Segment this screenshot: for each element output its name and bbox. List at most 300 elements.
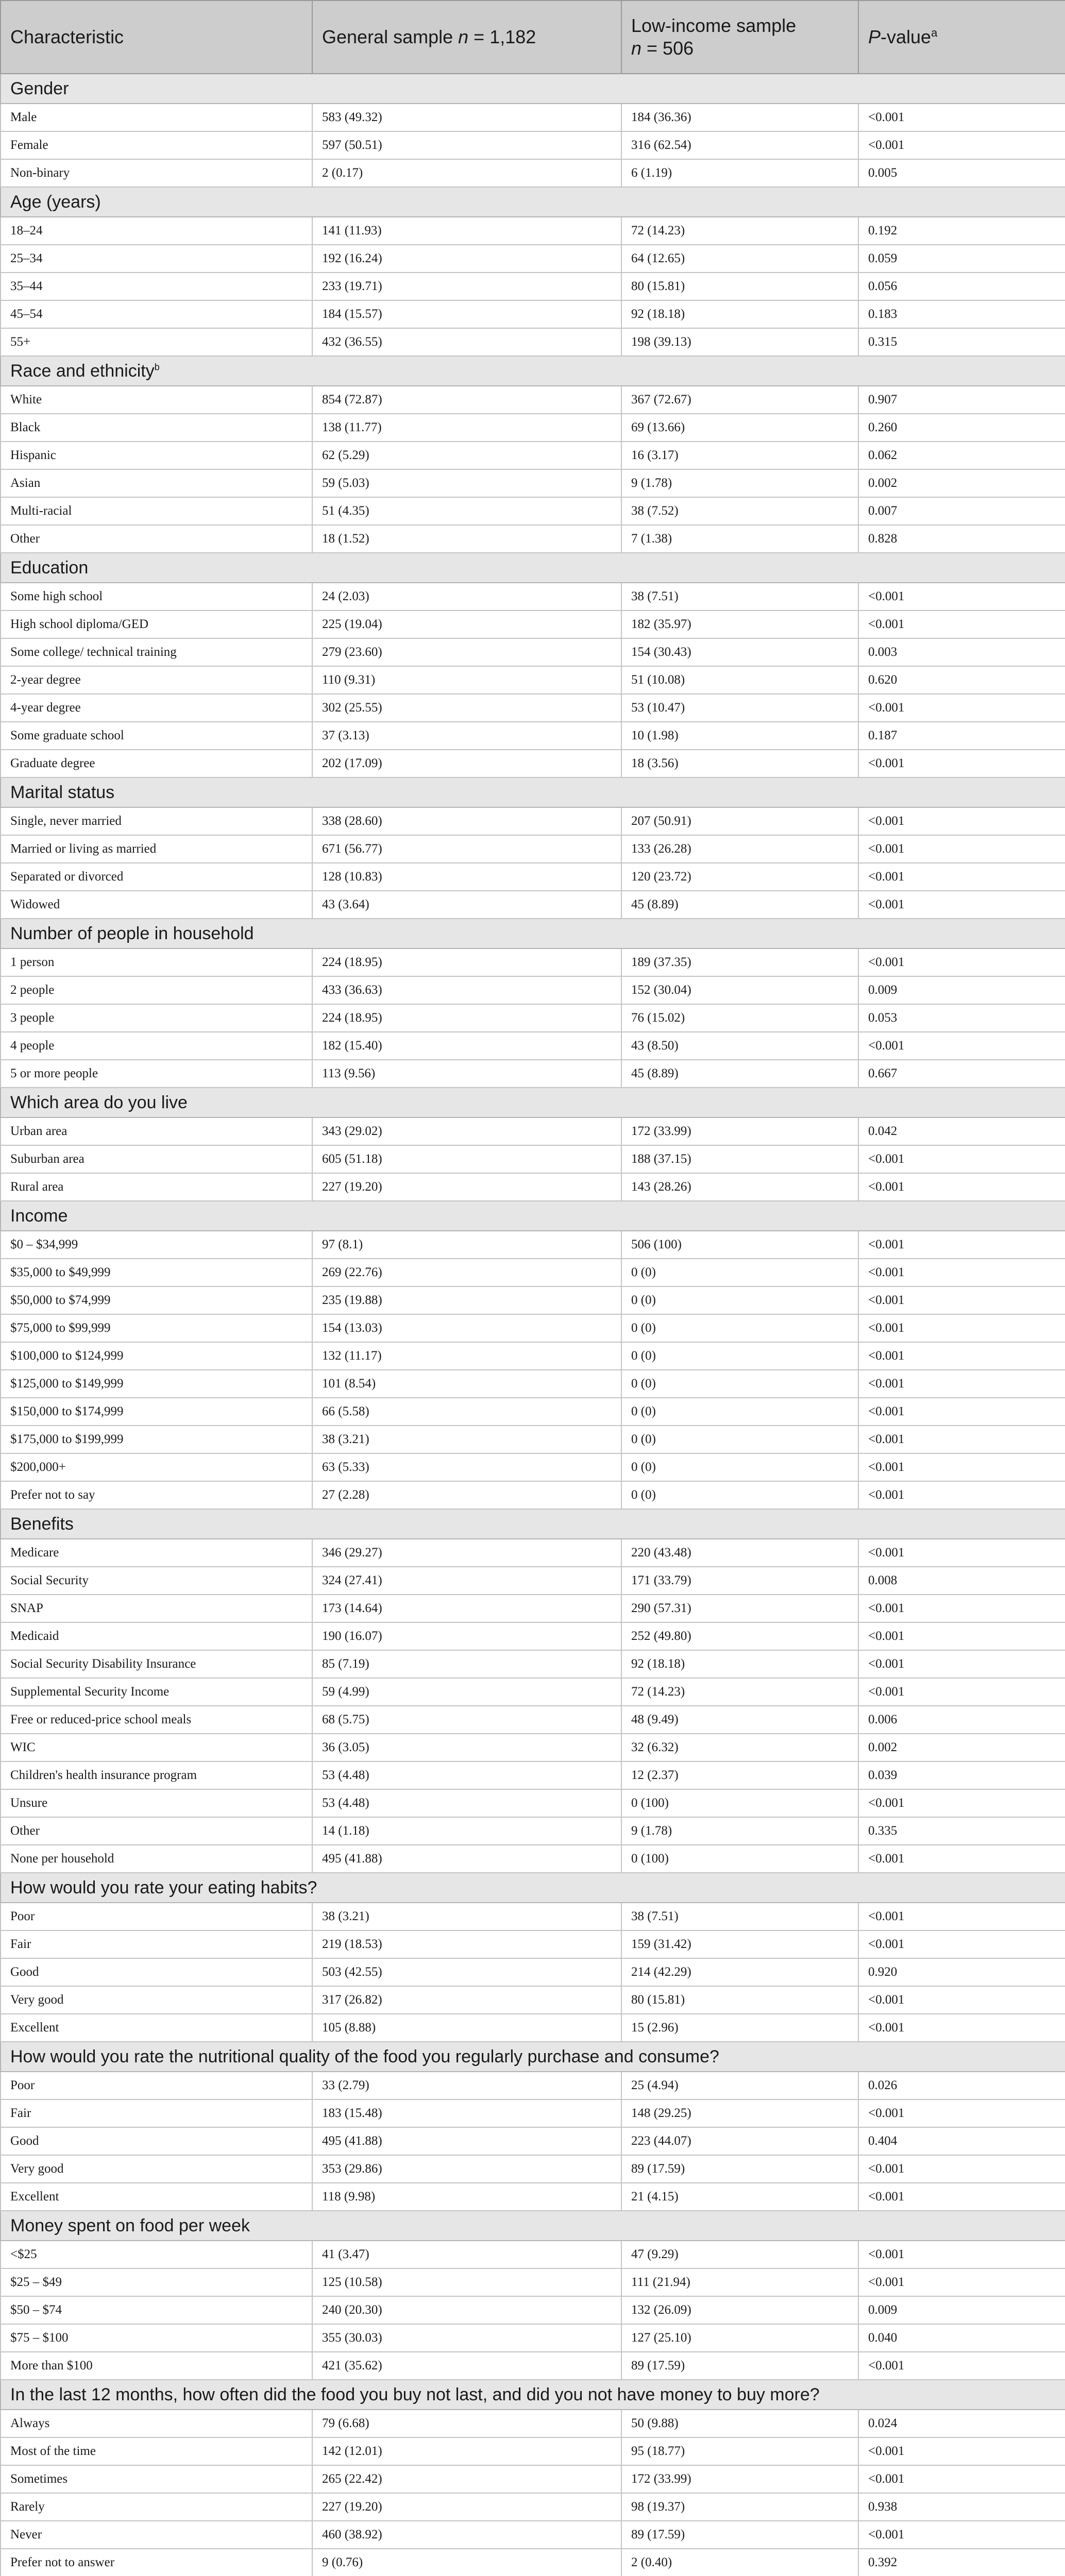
lowincome-sample-cell: 45 (8.89)	[621, 1060, 858, 1088]
row-label-cell: Other	[1, 525, 312, 553]
pvalue-cell: 0.828	[858, 525, 1065, 553]
general-sample-cell: 14 (1.18)	[312, 1817, 621, 1845]
row-label-cell: $50,000 to $74,999	[1, 1286, 312, 1314]
lowincome-sample-cell: 72 (14.23)	[621, 217, 858, 245]
lowincome-sample-cell: 0 (0)	[621, 1286, 858, 1314]
pvalue-cell: <0.001	[858, 1231, 1065, 1259]
row-label-cell: 55+	[1, 328, 312, 356]
general-sample-cell: 227 (19.20)	[312, 1173, 621, 1201]
row-label-cell: Unsure	[1, 1789, 312, 1817]
general-sample-cell: 113 (9.56)	[312, 1060, 621, 1088]
pvalue-cell: 0.667	[858, 1060, 1065, 1088]
row-label-cell: Separated or divorced	[1, 863, 312, 891]
row-label-cell: Fair	[1, 1930, 312, 1958]
lowincome-sample-cell: 506 (100)	[621, 1231, 858, 1259]
pvalue-cell: <0.001	[858, 2241, 1065, 2268]
section-title-text: Gender	[10, 78, 69, 98]
row-label-cell: 1 person	[1, 948, 312, 976]
general-sample-cell: 101 (8.54)	[312, 1370, 621, 1398]
row-label-cell: Supplemental Security Income	[1, 1678, 312, 1706]
header-characteristic-label: Characteristic	[10, 26, 124, 47]
general-sample-cell: 219 (18.53)	[312, 1930, 621, 1958]
general-sample-cell: 105 (8.88)	[312, 2014, 621, 2042]
lowincome-sample-cell: 18 (3.56)	[621, 750, 858, 777]
general-sample-cell: 671 (56.77)	[312, 835, 621, 863]
general-sample-cell: 36 (3.05)	[312, 1734, 621, 1761]
section-title-text: Number of people in household	[10, 923, 254, 943]
header-pvalue	[858, 1, 1065, 74]
pvalue-cell: 0.007	[858, 497, 1065, 525]
pvalue-cell: <0.001	[858, 1930, 1065, 1958]
general-sample-cell: 128 (10.83)	[312, 863, 621, 891]
general-sample-cell: 265 (22.42)	[312, 2465, 621, 2493]
row-label-cell: $100,000 to $124,999	[1, 1342, 312, 1370]
table-row	[1, 2099, 1065, 2127]
table-row	[1, 835, 1065, 863]
table-row	[1, 525, 1065, 553]
table-row	[1, 273, 1065, 300]
lowincome-sample-cell: 223 (44.07)	[621, 2127, 858, 2155]
pvalue-cell: <0.001	[858, 2465, 1065, 2493]
row-label-cell: Some graduate school	[1, 722, 312, 750]
lowincome-sample-cell: 182 (35.97)	[621, 611, 858, 638]
header-pvalue-p: P	[868, 26, 881, 47]
section-title-text: Income	[10, 1206, 68, 1226]
row-label-cell: Hispanic	[1, 442, 312, 469]
general-sample-cell: 53 (4.48)	[312, 1789, 621, 1817]
general-sample-cell: 432 (36.55)	[312, 328, 621, 356]
table-row	[1, 694, 1065, 722]
lowincome-sample-cell: 15 (2.96)	[621, 2014, 858, 2042]
lowincome-sample-cell: 111 (21.94)	[621, 2268, 858, 2296]
general-sample-cell: 66 (5.58)	[312, 1398, 621, 1426]
general-sample-cell: 279 (23.60)	[312, 638, 621, 666]
pvalue-cell: <0.001	[858, 2521, 1065, 2549]
table-row	[1, 948, 1065, 976]
table-row	[1, 131, 1065, 159]
table-row	[1, 1958, 1065, 1986]
pvalue-cell: <0.001	[858, 2352, 1065, 2380]
general-sample-cell: 182 (15.40)	[312, 1032, 621, 1060]
table-row	[1, 2465, 1065, 2493]
general-sample-cell: 38 (3.21)	[312, 1903, 621, 1930]
header-pvalue-rest: -value	[881, 26, 932, 47]
pvalue-cell: 0.009	[858, 2296, 1065, 2324]
row-label-cell: Non-binary	[1, 159, 312, 187]
general-sample-cell: 240 (20.30)	[312, 2296, 621, 2324]
general-sample-cell: 9 (0.76)	[312, 2549, 621, 2576]
table-row	[1, 1286, 1065, 1314]
general-sample-cell: 27 (2.28)	[312, 1481, 621, 1509]
pvalue-cell: <0.001	[858, 2155, 1065, 2183]
general-sample-cell: 173 (14.64)	[312, 1595, 621, 1622]
general-sample-cell: 583 (49.32)	[312, 104, 621, 131]
pvalue-cell: <0.001	[858, 1678, 1065, 1706]
row-label-cell: Single, never married	[1, 807, 312, 835]
header-general-n: n	[458, 26, 469, 47]
row-label-cell: 45–54	[1, 300, 312, 328]
lowincome-sample-cell: 184 (36.36)	[621, 104, 858, 131]
lowincome-sample-cell: 92 (18.18)	[621, 300, 858, 328]
general-sample-cell: 59 (5.03)	[312, 469, 621, 497]
pvalue-cell: <0.001	[858, 1789, 1065, 1817]
pvalue-cell: 0.009	[858, 976, 1065, 1004]
general-sample-cell: 41 (3.47)	[312, 2241, 621, 2268]
lowincome-sample-cell: 252 (49.80)	[621, 1622, 858, 1650]
general-sample-cell: 79 (6.68)	[312, 2410, 621, 2437]
lowincome-sample-cell: 367 (72.67)	[621, 386, 858, 414]
general-sample-cell: 38 (3.21)	[312, 1426, 621, 1453]
general-sample-cell: 125 (10.58)	[312, 2268, 621, 2296]
table-row	[1, 638, 1065, 666]
row-label-cell: $0 – $34,999	[1, 1231, 312, 1259]
table-row	[1, 2241, 1065, 2268]
table-row	[1, 2352, 1065, 2380]
lowincome-sample-cell: 98 (19.37)	[621, 2493, 858, 2521]
lowincome-sample-cell: 2 (0.40)	[621, 2549, 858, 2576]
section-title-text: Benefits	[10, 1514, 74, 1534]
section-title	[1, 1509, 1065, 1539]
lowincome-sample-cell: 0 (0)	[621, 1259, 858, 1286]
pvalue-cell: 0.024	[858, 2410, 1065, 2437]
pvalue-cell: 0.056	[858, 273, 1065, 300]
lowincome-sample-cell: 25 (4.94)	[621, 2072, 858, 2099]
lowincome-sample-cell: 21 (4.15)	[621, 2183, 858, 2211]
table-row	[1, 1650, 1065, 1678]
lowincome-sample-cell: 188 (37.15)	[621, 1145, 858, 1173]
table-row	[1, 1117, 1065, 1145]
row-label-cell: <$25	[1, 2241, 312, 2268]
section-header-row	[1, 187, 1065, 217]
general-sample-cell: 37 (3.13)	[312, 722, 621, 750]
lowincome-sample-cell: 89 (17.59)	[621, 2521, 858, 2549]
row-label-cell: Social Security Disability Insurance	[1, 1650, 312, 1678]
row-label-cell: Always	[1, 2410, 312, 2437]
lowincome-sample-cell: 133 (26.28)	[621, 835, 858, 863]
lowincome-sample-cell: 220 (43.48)	[621, 1539, 858, 1567]
lowincome-sample-cell: 76 (15.02)	[621, 1004, 858, 1032]
pvalue-cell: <0.001	[858, 1370, 1065, 1398]
row-label-cell: Black	[1, 414, 312, 442]
section-title-text: Marital status	[10, 782, 115, 802]
row-label-cell: Free or reduced-price school meals	[1, 1706, 312, 1734]
table-row	[1, 807, 1065, 835]
lowincome-sample-cell: 214 (42.29)	[621, 1958, 858, 1986]
lowincome-sample-cell: 7 (1.38)	[621, 525, 858, 553]
pvalue-cell: <0.001	[858, 1314, 1065, 1342]
table-row	[1, 2014, 1065, 2042]
pvalue-cell: <0.001	[858, 1342, 1065, 1370]
section-title	[1, 74, 1065, 104]
lowincome-sample-cell: 132 (26.09)	[621, 2296, 858, 2324]
section-title	[1, 2380, 1065, 2410]
table-row	[1, 328, 1065, 356]
table-row	[1, 217, 1065, 245]
table-row	[1, 863, 1065, 891]
row-label-cell: SNAP	[1, 1595, 312, 1622]
table-row	[1, 1761, 1065, 1789]
pvalue-cell: 0.920	[858, 1958, 1065, 1986]
table-row	[1, 1259, 1065, 1286]
lowincome-sample-cell: 198 (39.13)	[621, 328, 858, 356]
row-label-cell: Graduate degree	[1, 750, 312, 777]
general-sample-cell: 43 (3.64)	[312, 891, 621, 919]
table-row	[1, 2268, 1065, 2296]
pvalue-cell: 0.042	[858, 1117, 1065, 1145]
table-row	[1, 1426, 1065, 1453]
general-sample-cell: 605 (51.18)	[312, 1145, 621, 1173]
pvalue-cell: 0.008	[858, 1567, 1065, 1595]
table-row	[1, 1734, 1065, 1761]
row-label-cell: Fair	[1, 2099, 312, 2127]
table-row	[1, 1398, 1065, 1426]
lowincome-sample-cell: 171 (33.79)	[621, 1567, 858, 1595]
general-sample-cell: 68 (5.75)	[312, 1706, 621, 1734]
pvalue-cell: 0.335	[858, 1817, 1065, 1845]
section-header-row	[1, 1088, 1065, 1117]
lowincome-sample-cell: 0 (0)	[621, 1314, 858, 1342]
pvalue-cell: 0.938	[858, 2493, 1065, 2521]
header-general-sample	[312, 1, 621, 74]
section-title	[1, 2211, 1065, 2241]
table-row	[1, 1903, 1065, 1930]
lowincome-sample-cell: 89 (17.59)	[621, 2352, 858, 2380]
lowincome-sample-cell: 45 (8.89)	[621, 891, 858, 919]
table-row	[1, 722, 1065, 750]
general-sample-cell: 110 (9.31)	[312, 666, 621, 694]
row-label-cell: Medicaid	[1, 1622, 312, 1650]
section-title-text: Race and ethnicity	[10, 361, 155, 381]
lowincome-sample-cell: 12 (2.37)	[621, 1761, 858, 1789]
table-row	[1, 2183, 1065, 2211]
pvalue-cell: 0.040	[858, 2324, 1065, 2352]
table-row	[1, 1370, 1065, 1398]
row-label-cell: Prefer not to say	[1, 1481, 312, 1509]
row-label-cell: Most of the time	[1, 2437, 312, 2465]
row-label-cell: Rarely	[1, 2493, 312, 2521]
lowincome-sample-cell: 38 (7.51)	[621, 583, 858, 611]
section-title	[1, 356, 1065, 386]
lowincome-sample-cell: 0 (0)	[621, 1398, 858, 1426]
pvalue-cell: <0.001	[858, 131, 1065, 159]
pvalue-cell: 0.003	[858, 638, 1065, 666]
row-label-cell: Poor	[1, 2072, 312, 2099]
table-body	[1, 74, 1065, 2576]
table-row	[1, 2324, 1065, 2352]
row-label-cell: Asian	[1, 469, 312, 497]
general-sample-cell: 433 (36.63)	[312, 976, 621, 1004]
table-row	[1, 386, 1065, 414]
pvalue-cell: 0.002	[858, 469, 1065, 497]
table-row	[1, 2296, 1065, 2324]
table-row	[1, 976, 1065, 1004]
lowincome-sample-cell: 154 (30.43)	[621, 638, 858, 666]
row-label-cell: $35,000 to $49,999	[1, 1259, 312, 1286]
pvalue-cell: <0.001	[858, 1622, 1065, 1650]
lowincome-sample-cell: 159 (31.42)	[621, 1930, 858, 1958]
section-title-text: In the last 12 months, how often did the food you buy not last, and did you not have money to buy more?	[10, 2384, 820, 2404]
lowincome-sample-cell: 127 (25.10)	[621, 2324, 858, 2352]
table-row	[1, 300, 1065, 328]
row-label-cell: Sometimes	[1, 2465, 312, 2493]
lowincome-sample-cell: 316 (62.54)	[621, 131, 858, 159]
row-label-cell: Other	[1, 1817, 312, 1845]
row-label-cell: Very good	[1, 2155, 312, 2183]
row-label-cell: 4-year degree	[1, 694, 312, 722]
pvalue-cell: <0.001	[858, 1986, 1065, 2014]
section-title	[1, 1873, 1065, 1903]
pvalue-cell: 0.404	[858, 2127, 1065, 2155]
table-row	[1, 1706, 1065, 1734]
lowincome-sample-cell: 16 (3.17)	[621, 442, 858, 469]
pvalue-cell: <0.001	[858, 611, 1065, 638]
pvalue-cell: <0.001	[858, 2437, 1065, 2465]
pvalue-cell: 0.260	[858, 414, 1065, 442]
lowincome-sample-cell: 0 (0)	[621, 1453, 858, 1481]
table-row	[1, 1004, 1065, 1032]
section-title-text: Which area do you live	[10, 1092, 188, 1112]
table-row	[1, 414, 1065, 442]
general-sample-cell: 460 (38.92)	[312, 2521, 621, 2549]
general-sample-cell: 269 (22.76)	[312, 1259, 621, 1286]
lowincome-sample-cell: 10 (1.98)	[621, 722, 858, 750]
pvalue-cell: <0.001	[858, 694, 1065, 722]
section-title	[1, 1201, 1065, 1231]
general-sample-cell: 2 (0.17)	[312, 159, 621, 187]
row-label-cell: $175,000 to $199,999	[1, 1426, 312, 1453]
general-sample-cell: 233 (19.71)	[312, 273, 621, 300]
section-title	[1, 2042, 1065, 2072]
row-label-cell: Very good	[1, 1986, 312, 2014]
row-label-cell: Medicare	[1, 1539, 312, 1567]
lowincome-sample-cell: 9 (1.78)	[621, 1817, 858, 1845]
row-label-cell: Male	[1, 104, 312, 131]
general-sample-cell: 302 (25.55)	[312, 694, 621, 722]
section-footnote-mark: b	[154, 362, 160, 372]
pvalue-cell: 0.002	[858, 1734, 1065, 1761]
pvalue-cell: 0.039	[858, 1761, 1065, 1789]
table-row	[1, 1032, 1065, 1060]
lowincome-sample-cell: 0 (100)	[621, 1789, 858, 1817]
table-row	[1, 611, 1065, 638]
pvalue-cell: 0.907	[858, 386, 1065, 414]
pvalue-cell: <0.001	[858, 583, 1065, 611]
section-header-row	[1, 919, 1065, 948]
section-header-row	[1, 553, 1065, 583]
pvalue-cell: <0.001	[858, 2099, 1065, 2127]
lowincome-sample-cell: 290 (57.31)	[621, 1595, 858, 1622]
general-sample-cell: 224 (18.95)	[312, 1004, 621, 1032]
header-lowincome-n: n	[631, 38, 642, 59]
pvalue-cell: <0.001	[858, 835, 1065, 863]
row-label-cell: High school diploma/GED	[1, 611, 312, 638]
table-row	[1, 1567, 1065, 1595]
row-label-cell: $50 – $74	[1, 2296, 312, 2324]
row-label-cell: Prefer not to answer	[1, 2549, 312, 2576]
table-row	[1, 1930, 1065, 1958]
pvalue-cell: <0.001	[858, 1032, 1065, 1060]
lowincome-sample-cell: 92 (18.18)	[621, 1650, 858, 1678]
pvalue-cell: <0.001	[858, 948, 1065, 976]
section-title	[1, 187, 1065, 217]
general-sample-cell: 355 (30.03)	[312, 2324, 621, 2352]
general-sample-cell: 184 (15.57)	[312, 300, 621, 328]
lowincome-sample-cell: 0 (0)	[621, 1342, 858, 1370]
pvalue-cell: <0.001	[858, 104, 1065, 131]
row-label-cell: Married or living as married	[1, 835, 312, 863]
general-sample-cell: 225 (19.04)	[312, 611, 621, 638]
row-label-cell: WIC	[1, 1734, 312, 1761]
general-sample-cell: 24 (2.03)	[312, 583, 621, 611]
section-title-text: How would you rate the nutritional quality of the food you regularly purchase and consume?	[10, 2046, 719, 2066]
pvalue-cell: <0.001	[858, 1173, 1065, 1201]
lowincome-sample-cell: 69 (13.66)	[621, 414, 858, 442]
general-sample-cell: 324 (27.41)	[312, 1567, 621, 1595]
table-row	[1, 159, 1065, 187]
table-row	[1, 1173, 1065, 1201]
table-row	[1, 2127, 1065, 2155]
table-row	[1, 1622, 1065, 1650]
pvalue-cell: <0.001	[858, 2014, 1065, 2042]
pvalue-cell: <0.001	[858, 1453, 1065, 1481]
lowincome-sample-cell: 50 (9.88)	[621, 2410, 858, 2437]
lowincome-sample-cell: 0 (100)	[621, 1845, 858, 1873]
lowincome-sample-cell: 9 (1.78)	[621, 469, 858, 497]
pvalue-cell: 0.187	[858, 722, 1065, 750]
row-label-cell: Some high school	[1, 583, 312, 611]
general-sample-cell: 495 (41.88)	[312, 1845, 621, 1873]
row-label-cell: Some college/ technical training	[1, 638, 312, 666]
lowincome-sample-cell: 152 (30.04)	[621, 976, 858, 1004]
row-label-cell: $75 – $100	[1, 2324, 312, 2352]
section-title	[1, 777, 1065, 807]
row-label-cell: $75,000 to $99,999	[1, 1314, 312, 1342]
row-label-cell: Poor	[1, 1903, 312, 1930]
pvalue-cell: <0.001	[858, 807, 1065, 835]
general-sample-cell: 495 (41.88)	[312, 2127, 621, 2155]
lowincome-sample-cell: 148 (29.25)	[621, 2099, 858, 2127]
table-row	[1, 1314, 1065, 1342]
row-label-cell: $150,000 to $174,999	[1, 1398, 312, 1426]
table-row	[1, 1060, 1065, 1088]
row-label-cell: 5 or more people	[1, 1060, 312, 1088]
pvalue-cell: <0.001	[858, 1650, 1065, 1678]
general-sample-cell: 202 (17.09)	[312, 750, 621, 777]
general-sample-cell: 59 (4.99)	[312, 1678, 621, 1706]
pvalue-cell: 0.059	[858, 245, 1065, 273]
pvalue-cell: <0.001	[858, 1259, 1065, 1286]
row-label-cell: 18–24	[1, 217, 312, 245]
lowincome-sample-cell: 48 (9.49)	[621, 1706, 858, 1734]
section-header-row	[1, 2042, 1065, 2072]
general-sample-cell: 421 (35.62)	[312, 2352, 621, 2380]
row-label-cell: $125,000 to $149,999	[1, 1370, 312, 1398]
general-sample-cell: 62 (5.29)	[312, 442, 621, 469]
header-characteristic	[1, 1, 312, 74]
pvalue-cell: 0.005	[858, 159, 1065, 187]
pvalue-cell: 0.315	[858, 328, 1065, 356]
general-sample-cell: 317 (26.82)	[312, 1986, 621, 2014]
lowincome-sample-cell: 32 (6.32)	[621, 1734, 858, 1761]
general-sample-cell: 132 (11.17)	[312, 1342, 621, 1370]
section-header-row	[1, 2380, 1065, 2410]
header-pvalue-footnote-mark: a	[931, 26, 938, 39]
table-row	[1, 2521, 1065, 2549]
pvalue-cell: <0.001	[858, 2268, 1065, 2296]
section-title-text: Age (years)	[10, 192, 101, 212]
general-sample-cell: 235 (19.88)	[312, 1286, 621, 1314]
table-row	[1, 1145, 1065, 1173]
